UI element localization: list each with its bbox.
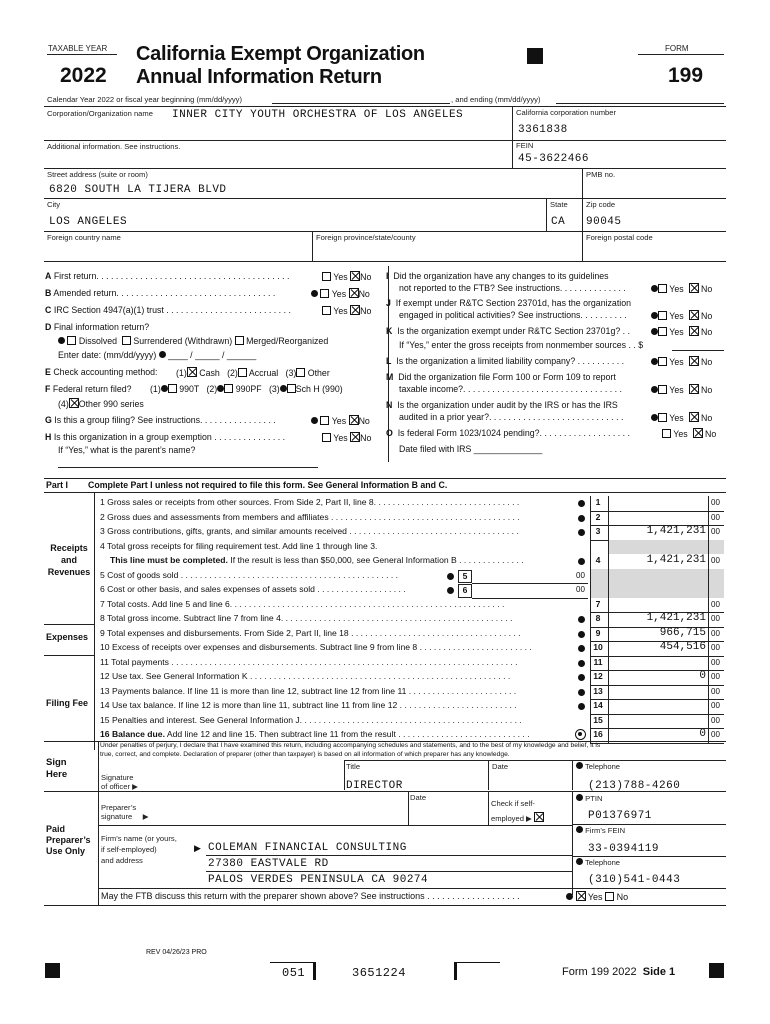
question-n-line2: audited in a prior year?. . . . . . . . . . . . . . . . . . . . . . . . . . . . — [399, 412, 624, 422]
scan-line-number: 3651224 — [352, 966, 406, 980]
question-g-answer[interactable]: Yes No — [311, 415, 370, 426]
line-9-box-number: 9 — [595, 627, 601, 638]
foreign-country-label: Foreign country name — [47, 233, 121, 242]
line-5-cents: 00 — [576, 570, 585, 580]
parent-name-label: If “Yes,” what is the parent’s name? — [58, 445, 196, 455]
accounting-method-options[interactable]: (1) Cash (2) Accrual (3) Other — [176, 368, 330, 378]
m-no-checkbox-checked[interactable] — [689, 384, 699, 394]
calendar-year-label: Calendar Year 2022 or fiscal year beginning (mm/dd/yyyy) — [47, 95, 243, 104]
a-yes-checkbox[interactable] — [322, 272, 331, 281]
line-14-description: 14 Use tax balance. If line 12 is more than line 11, subtract line 11 from line 12 . . . . . . . . . . . . . . . . . . . . . . . . . — [100, 700, 517, 710]
question-m: M Did the organization file Form 100 or Form 109 to report — [386, 372, 616, 382]
line-13-cents: 00 — [711, 686, 720, 696]
penalty-statement-line2: true, correct, and complete. Declaration of preparer (other than taxpayer) is based on all information of which preparer has any knowledge. — [100, 751, 510, 758]
required-bullet-icon — [576, 794, 583, 801]
question-h-answer[interactable]: Yes No — [322, 432, 371, 443]
surrendered-checkbox[interactable] — [122, 336, 131, 345]
self-employed-label-2[interactable]: employed ▶ — [491, 812, 544, 823]
question-n: N Is the organization under audit by the IRS or has the IRS — [386, 400, 618, 410]
required-bullet-icon — [651, 328, 658, 335]
990t-checkbox[interactable] — [168, 384, 177, 393]
n-yes-checkbox[interactable] — [658, 413, 667, 422]
state-label: State — [550, 200, 568, 209]
question-m-line2: taxable income?. . . . . . . . . . . . . . . . . . . . . . . . . . . . . . . . . — [399, 384, 622, 394]
officer-signature-label-1: Signature — [101, 773, 134, 782]
question-j-answer[interactable]: Yes No — [651, 310, 712, 321]
shaded-area — [590, 569, 724, 584]
parent-name-field[interactable] — [58, 467, 318, 468]
line-1-cents: 00 — [711, 498, 720, 507]
question-m-answer[interactable]: Yes No — [651, 384, 712, 395]
penalty-statement-line1: Under penalties of perjury, I declare that I have examined this return, including accompanying schedules and statements, and to the best of my knowledge and belief, it is — [100, 742, 601, 749]
line-9-cents: 00 — [711, 628, 720, 638]
line-1-description: 1 Gross sales or receipts from other sources. From Side 2, Part II, line 8. . . . . . . . . . . . . . . . . . . . . . . . . . . . . . . — [100, 497, 520, 507]
sign-telephone-label: Telephone — [576, 762, 620, 771]
line-12-cents: 00 — [711, 672, 720, 681]
question-g: G Is this a group filing? See instructions. . . . . . . . . . . . . . . . — [45, 415, 276, 425]
required-bullet-icon — [161, 385, 168, 392]
line-8-cents: 00 — [711, 614, 720, 623]
ftb-discuss-yes-checkbox-checked[interactable] — [576, 891, 586, 901]
self-employed-checkbox-checked[interactable] — [534, 812, 544, 822]
line-8-box-number: 8 — [595, 613, 601, 623]
line-11-description: 11 Total payments . . . . . . . . . . . . . . . . . . . . . . . . . . . . . . . . . . . . . . . . . . . . . . . . . . . . . . . . . . . . . . . . . . . . . . . . . — [100, 656, 518, 667]
required-bullet-icon — [578, 631, 585, 638]
line-7-box-number: 7 — [595, 598, 601, 609]
required-bullet-icon — [578, 645, 585, 652]
j-no-checkbox-checked[interactable] — [689, 310, 699, 320]
n-no-checkbox-checked[interactable] — [689, 412, 699, 422]
question-d-options[interactable]: Dissolved Surrendered (Withdrawn) Merged/Reorganized — [58, 336, 328, 346]
required-bullet-icon — [576, 762, 583, 769]
line-6-description: 6 Cost or other basis, and sales expenses of assets sold . . . . . . . . . . . . . . . . . . . — [100, 584, 406, 594]
other-990-option[interactable]: (4) Other 990 series — [58, 399, 144, 409]
required-bullet-icon — [566, 893, 573, 900]
officer-signature-label-2: of officer ▶ — [101, 782, 138, 791]
zip-label: Zip code — [586, 200, 616, 209]
city-field[interactable]: LOS ANGELES — [49, 216, 128, 228]
accrual-checkbox[interactable] — [238, 368, 247, 377]
line-2-box-number: 2 — [595, 511, 601, 522]
fein-label: FEIN — [516, 141, 534, 150]
g-no-checkbox-checked[interactable] — [349, 415, 359, 425]
question-l: L Is the organization a limited liability company? . . . . . . . . . . — [386, 356, 625, 366]
line-2-description: 2 Gross dues and assessments from members and affiliates . . . . . . . . . . . . . . . . . . . . . . . . . . . . . . . . . . . . . . . . — [100, 511, 520, 522]
990pf-checkbox[interactable] — [224, 384, 233, 393]
line-9-description: 9 Total expenses and disbursements. From Side 2, Part II, line 18 . . . . . . . . . . . . . . . . . . . . . . . . . . . . . . . . . . . . — [100, 627, 521, 638]
registration-mark-bottom-right — [709, 963, 724, 978]
line-10-description: 10 Excess of receipts over expenses and disbursements. Subtract line 9 from line 8 . . . . . . . . . . . . . . . . . . . . . . . . — [100, 642, 532, 652]
sign-here-label-2: Here — [46, 769, 68, 780]
l-no-checkbox-checked[interactable] — [689, 356, 699, 366]
question-i: I Did the organization have any changes to its guidelines — [386, 271, 609, 281]
ftb-discuss-no-checkbox[interactable] — [605, 892, 614, 901]
preparer-date-label: Date — [410, 793, 427, 802]
line-11-box-number: 11 — [593, 656, 603, 667]
line-5-amount-field[interactable] — [472, 583, 588, 584]
required-bullet-icon — [578, 616, 585, 623]
line-10-box-number: 10 — [593, 642, 603, 652]
question-c: C IRC Section 4947(a)(1) trust . . . . . . . . . . . . . . . . . . . . . . . . . . — [45, 305, 291, 315]
line-4-cents: 00 — [711, 556, 720, 565]
preparer-signature-label-2: signature ▶ — [101, 812, 149, 821]
question-d-date[interactable]: Enter date: (mm/dd/yyyy) ____ / _____ / ______ — [58, 350, 257, 360]
line-10-cents: 00 — [711, 643, 720, 652]
title-label: Title — [346, 762, 361, 771]
question-a-answer[interactable]: Yes No — [322, 271, 371, 282]
question-c-answer[interactable]: Yes No — [322, 305, 371, 316]
o-yes-checkbox[interactable] — [662, 429, 671, 438]
required-bullet-icon — [576, 826, 583, 833]
required-bullet-icon — [578, 500, 585, 507]
line-16-cents: 00 — [711, 730, 720, 739]
ftb-discuss-answer[interactable]: Yes No — [566, 891, 628, 902]
required-bullet-icon — [578, 689, 585, 696]
line-6-cents: 00 — [576, 585, 585, 594]
required-bullet-icon — [578, 660, 585, 667]
cash-checkbox-checked[interactable] — [187, 367, 197, 377]
line-10-amount-field[interactable]: 454,516 — [659, 641, 706, 653]
required-bullet-icon — [651, 414, 658, 421]
o-no-checkbox-checked[interactable] — [693, 428, 703, 438]
question-o-answer[interactable]: Yes No — [662, 428, 716, 439]
ptin-label: PTIN — [576, 794, 602, 803]
firm-fein-label: Firm’s FEIN — [576, 826, 625, 835]
zip-field[interactable]: 90045 — [586, 216, 622, 228]
question-o: O Is federal Form 1023/1024 pending?. . . . . . . . . . . . . . . . . . . — [386, 428, 630, 438]
fiscal-begin-field[interactable] — [272, 103, 450, 104]
preparer-telephone-label: Telephone — [576, 858, 620, 867]
line-4-box-number: 4 — [595, 555, 601, 565]
question-e: E Check accounting method: — [45, 367, 158, 377]
line-3-cents: 00 — [711, 527, 720, 536]
date-filed-irs[interactable]: Date filed with IRS ______________ — [399, 444, 543, 454]
expenses-section-label: Expenses — [46, 632, 89, 642]
firm-address-line2-field[interactable]: PALOS VERDES PENINSULA CA 90274 — [208, 874, 429, 886]
receipts-section-label: Receipts and Revenues — [47, 543, 91, 577]
foreign-postal-label: Foreign postal code — [586, 233, 653, 242]
tax-year: 2022 — [60, 64, 107, 87]
question-l-answer[interactable]: Yes No — [651, 356, 712, 367]
line-13-box-number: 13 — [593, 685, 603, 696]
street-address-label: Street address (suite or room) — [47, 170, 148, 179]
line-15-description: 15 Penalties and interest. See General Information J. . . . . . . . . . . . . . . . . . . . . . . . . . . . . . . . . . . . . . . . . . . . . . . — [100, 714, 522, 725]
street-address-field[interactable]: 6820 SOUTH LA TIJERA BLVD — [49, 184, 227, 196]
sign-here-label-1: Sign — [46, 757, 67, 768]
form-number: 199 — [668, 64, 704, 87]
question-b: B Amended return. . . . . . . . . . . . . . . . . . . . . . . . . . . . . . . . . — [45, 288, 276, 298]
city-label: City — [47, 200, 61, 209]
i-no-checkbox-checked[interactable] — [689, 283, 699, 293]
h-no-checkbox-checked[interactable] — [350, 432, 360, 442]
taxable-year-label: TAXABLE YEAR — [48, 44, 108, 53]
question-k-answer[interactable]: Yes No — [651, 326, 712, 337]
question-j: J If exempt under R&TC Section 23701d, has the organization — [386, 298, 632, 308]
question-i-line2: not reported to the FTB? See instructions. . . . . . . . . . . . . . — [399, 283, 626, 293]
line-12-description: 12 Use tax. See General Information K . . . . . . . . . . . . . . . . . . . . . . . . . . . . . . . . . . . . . . . . . . . . . . . . . . . . . . . — [100, 671, 511, 681]
form-title-line2: Annual Information Return — [136, 66, 382, 88]
line-11-cents: 00 — [711, 657, 720, 667]
line-16-description: 16 Balance due. Add line 12 and line 15. Then subtract line 11 from the result . . . . . . . . . . . . . . . . . . . . . . . . . . . . — [100, 729, 530, 739]
line-5-description: 5 Cost of goods sold . . . . . . . . . . . . . . . . . . . . . . . . . . . . . . . . . . . . . . . . . . . . . . — [100, 569, 399, 580]
line-12-box-number: 12 — [593, 671, 603, 681]
g-yes-checkbox[interactable] — [320, 416, 329, 425]
ftb-discuss-question: May the FTB discuss this return with the preparer shown above? See instructions . . . . . . . . . . . . . . . . . . . — [101, 891, 520, 901]
k-no-checkbox-checked[interactable] — [689, 326, 699, 336]
part1-label: Part I — [46, 480, 69, 490]
firm-name-label-2: if self-employed) — [101, 845, 157, 854]
additional-info-label: Additional information. See instructions. — [47, 142, 181, 151]
required-bullet-icon — [651, 312, 658, 319]
question-b-answer[interactable]: Yes No — [311, 288, 370, 299]
m-yes-checkbox[interactable] — [658, 385, 667, 394]
preparer-telephone-field[interactable]: (310)541-0443 — [588, 874, 681, 886]
required-bullet-icon — [576, 858, 583, 865]
form-label: FORM — [665, 44, 689, 53]
line-3-box-number: 3 — [595, 526, 601, 536]
required-bullet-icon — [58, 337, 65, 344]
required-bullet-icon — [578, 515, 585, 522]
line-7-description: 7 Total costs. Add line 5 and line 6. . . . . . . . . . . . . . . . . . . . . . . . . . . . . . . . . . . . . . . . . . . . . . . . . . . . . . . . . . — [100, 598, 505, 609]
line-14-box-number: 14 — [593, 700, 603, 710]
question-f: F Federal return filed? — [45, 384, 132, 394]
officer-telephone-field[interactable]: (213)788-4260 — [588, 780, 681, 792]
required-bullet-icon — [578, 529, 585, 536]
registration-mark — [527, 48, 543, 64]
ptin-field[interactable]: P01376971 — [588, 810, 652, 822]
form-title-line1: California Exempt Organization — [136, 43, 425, 65]
revision-label: REV 04/26/23 PRO — [146, 949, 207, 956]
balance-due-target-icon — [575, 729, 586, 740]
j-yes-checkbox[interactable] — [658, 311, 667, 320]
line-4-amount-field[interactable]: 1,421,231 — [646, 554, 706, 566]
preparer-signature-label-1: Preparer’s — [101, 803, 137, 812]
state-field[interactable]: CA — [551, 216, 566, 228]
i-yes-checkbox[interactable] — [658, 284, 667, 293]
org-name-label: Corporation/Organization name — [47, 109, 153, 118]
paid-preparer-label: Paid Preparer’s Use Only — [46, 824, 91, 856]
firm-name-label-3: and address — [101, 856, 143, 865]
c-yes-checkbox[interactable] — [322, 306, 331, 315]
question-k: K Is the organization exempt under R&TC Section 23701g? . . — [386, 326, 631, 336]
self-employed-label-1: Check if self- — [491, 799, 535, 808]
officer-title-field[interactable]: DIRECTOR — [346, 780, 403, 792]
shaded-area — [590, 583, 724, 598]
dissolved-checkbox[interactable] — [67, 336, 76, 345]
firm-address-line1-field[interactable]: 27380 EASTVALE RD — [208, 858, 329, 870]
form-side-label: Form 199 2022 Side 1 — [562, 966, 676, 978]
nonmember-receipts-field[interactable] — [672, 350, 724, 351]
line-9-amount-field[interactable]: 966,715 — [659, 626, 706, 639]
line-14-cents: 00 — [711, 701, 720, 710]
org-name-field[interactable]: INNER CITY YOUTH ORCHESTRA OF LOS ANGELES — [172, 109, 464, 121]
required-bullet-icon — [578, 703, 585, 710]
required-bullet-icon — [280, 385, 287, 392]
b-yes-checkbox[interactable] — [320, 289, 329, 298]
ca-corp-number-field[interactable]: 3361838 — [518, 124, 568, 136]
b-no-checkbox-checked[interactable] — [349, 288, 359, 298]
firm-name-label-1: Firm’s name (or yours, — [101, 834, 177, 843]
k-yes-checkbox[interactable] — [658, 327, 667, 336]
required-bullet-icon — [651, 386, 658, 393]
line-4-description-2: This line must be completed. If the result is less than $50,000, see General Information B . . . . . . . . . . . . . . — [110, 554, 524, 565]
firm-arrow-icon: ▶ — [194, 843, 201, 853]
question-d: D Final information return? — [45, 322, 150, 332]
question-a: A First return. . . . . . . . . . . . . . . . . . . . . . . . . . . . . . . . . . . . . . . . — [45, 271, 290, 281]
line-7-cents: 00 — [711, 599, 720, 609]
merged-checkbox[interactable] — [235, 336, 244, 345]
question-h: H Is this organization in a group exemption . . . . . . . . . . . . . . . — [45, 432, 286, 442]
h-yes-checkbox[interactable] — [322, 433, 331, 442]
line-3-amount-field[interactable]: 1,421,231 — [646, 525, 706, 537]
foreign-province-label: Foreign province/state/county — [316, 233, 416, 242]
other-990-checkbox-checked[interactable] — [69, 398, 79, 408]
question-n-answer[interactable]: Yes No — [651, 412, 712, 423]
pmb-label: PMB no. — [586, 170, 616, 179]
l-yes-checkbox[interactable] — [658, 357, 667, 366]
federal-return-options[interactable]: (1) 990T (2) 990PF (3) Sch H (990) — [150, 384, 343, 394]
fein-field[interactable]: 45-3622466 — [518, 153, 590, 165]
line-16-box-number: 16 — [593, 729, 603, 739]
required-bullet-icon — [651, 358, 658, 365]
fiscal-end-field[interactable] — [556, 103, 724, 104]
scan-bracket — [454, 962, 500, 980]
required-bullet-icon — [447, 573, 454, 580]
line-2-cents: 00 — [711, 512, 720, 522]
firm-name-field[interactable]: COLEMAN FINANCIAL CONSULTING — [208, 842, 407, 854]
required-bullet-icon — [159, 351, 166, 358]
part1-heading: Complete Part I unless not required to file this form. See General Information B and C. — [88, 480, 448, 490]
line-5-box-number: 5 — [458, 570, 472, 584]
a-no-checkbox-checked[interactable] — [350, 271, 360, 281]
sch-h-checkbox[interactable] — [287, 384, 296, 393]
line-8-description: 8 Total gross income. Subtract line 7 from line 4. . . . . . . . . . . . . . . . . . . . . . . . . . . . . . . . . . . . . . . . . . . . . . . . . — [100, 613, 513, 623]
line-16-amount-field[interactable]: 0 — [699, 728, 706, 740]
shaded-area — [608, 540, 724, 555]
ending-label: , and ending (mm/dd/yyyy) — [451, 95, 541, 104]
registration-mark-bottom-left — [45, 963, 60, 978]
line-12-amount-field[interactable]: 0 — [699, 670, 706, 682]
required-bullet-icon — [578, 558, 585, 565]
required-bullet-icon — [447, 587, 454, 594]
line-4-description: 4 Total gross receipts for filing requirement test. Add line 1 through line 3. — [100, 540, 378, 551]
line-1-box-number: 1 — [595, 497, 601, 507]
line-3-description: 3 Gross contributions, gifts, grants, and similar amounts received . . . . . . . . . . . . . . . . . . . . . . . . . . . . . . . . . . . . — [100, 526, 519, 536]
line-13-description: 13 Payments balance. If line 11 is more than line 12, subtract line 12 from line 11 . . . . . . . . . . . . . . . . . . . . . . . — [100, 685, 517, 696]
filing-fee-section-label: Filing Fee — [46, 698, 89, 708]
c-no-checkbox-checked[interactable] — [350, 305, 360, 315]
required-bullet-icon — [311, 417, 318, 424]
form-code: 051 — [282, 966, 306, 980]
other-method-checkbox[interactable] — [296, 368, 305, 377]
question-j-line2: engaged in political activities? See instructions. . . . . . . . . . — [399, 310, 627, 320]
required-bullet-icon — [578, 674, 585, 681]
ca-corp-number-label: California corporation number — [516, 108, 617, 117]
question-k-line2: If “Yes,” enter the gross receipts from nonmember sources . . $ — [399, 340, 644, 350]
question-i-answer[interactable]: Yes No — [651, 283, 712, 294]
required-bullet-icon — [217, 385, 224, 392]
sign-date-label: Date — [492, 762, 509, 771]
line-8-amount-field[interactable]: 1,421,231 — [646, 612, 706, 624]
line-6-box-number: 6 — [458, 584, 472, 598]
firm-fein-field[interactable]: 33-0394119 — [588, 843, 660, 855]
line-15-cents: 00 — [711, 715, 720, 725]
line-15-box-number: 15 — [593, 714, 603, 725]
required-bullet-icon — [651, 285, 658, 292]
required-bullet-icon — [311, 290, 318, 297]
